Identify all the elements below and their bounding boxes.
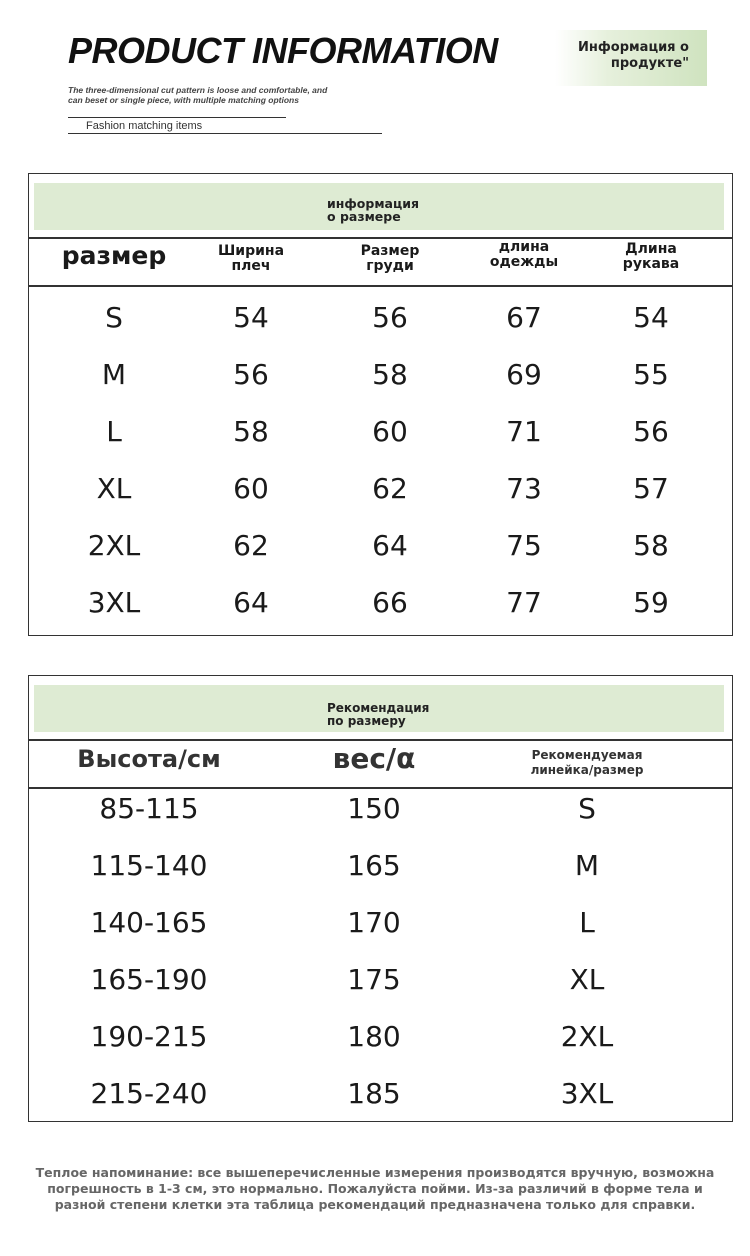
header-line: плеч bbox=[231, 258, 271, 274]
recommend-table-cell: 85-115 bbox=[99, 792, 199, 825]
col-header-length bbox=[474, 240, 574, 270]
size-table-cell: 54 bbox=[233, 301, 269, 334]
subtitle-line: can beset or single piece, with multiple matching options bbox=[68, 95, 299, 105]
size-table-cell: XL bbox=[96, 472, 132, 505]
size-table bbox=[28, 173, 733, 636]
header-line: Длина bbox=[625, 241, 677, 257]
size-table-cell: 75 bbox=[506, 529, 542, 562]
banner-line: Рекомендация bbox=[327, 701, 430, 715]
divider bbox=[68, 117, 286, 118]
badge-line: Информация о bbox=[578, 40, 689, 55]
banner-line: информация bbox=[327, 196, 420, 211]
recommend-table-cell: 170 bbox=[347, 906, 401, 939]
divider bbox=[29, 787, 732, 789]
col-header-recommended bbox=[517, 748, 657, 778]
footer-note bbox=[20, 1165, 730, 1213]
divider bbox=[29, 285, 732, 287]
size-table-cell: 64 bbox=[372, 529, 408, 562]
recommend-table-cell: 140-165 bbox=[90, 906, 208, 939]
header-line: Рекомендуемая bbox=[531, 748, 643, 762]
col-header-shoulder bbox=[201, 244, 301, 274]
recommend-table-cell: 150 bbox=[347, 792, 401, 825]
footer-line: погрешность в 1-3 см, это нормально. Пожалуйста пойми. Из-за различий в форме тела и bbox=[47, 1181, 703, 1196]
size-table-cell: 58 bbox=[233, 415, 269, 448]
banner-line: по размеру bbox=[327, 714, 406, 728]
size-table-cell: 57 bbox=[633, 472, 669, 505]
footer-line: разной степени клетки эта таблица рекомендаций предназначена только для справки. bbox=[54, 1197, 696, 1212]
size-table-cell: 62 bbox=[233, 529, 269, 562]
col-header-weight: вес/α bbox=[332, 742, 416, 775]
recommend-table-cell: L bbox=[579, 906, 595, 939]
recommend-table-cell: 2XL bbox=[560, 1020, 614, 1053]
recommend-table-cell: 3XL bbox=[560, 1077, 614, 1110]
size-table-cell: 60 bbox=[372, 415, 408, 448]
subtitle-line: The three-dimensional cut pattern is loose and comfortable, and bbox=[68, 85, 328, 95]
header-line: одежды bbox=[489, 254, 559, 270]
info-badge bbox=[555, 30, 707, 86]
footer-line: Теплое напоминание: все вышеперечисленные измерения производятся вручную, возможна bbox=[35, 1165, 715, 1180]
size-table-cell: 56 bbox=[633, 415, 669, 448]
size-table-cell: 77 bbox=[506, 586, 542, 619]
recommend-table-banner bbox=[34, 685, 724, 732]
size-table-cell: 58 bbox=[633, 529, 669, 562]
header-line: груди bbox=[366, 258, 414, 274]
size-table-cell: 67 bbox=[506, 301, 542, 334]
recommend-table-cell: S bbox=[578, 792, 596, 825]
size-table-cell: 58 bbox=[372, 358, 408, 391]
header-line: длина bbox=[498, 239, 550, 255]
size-table-cell: 56 bbox=[233, 358, 269, 391]
size-table-cell: L bbox=[106, 415, 122, 448]
recommend-table-cell: M bbox=[574, 849, 600, 882]
size-table-cell: 69 bbox=[506, 358, 542, 391]
size-table-cell: 60 bbox=[233, 472, 269, 505]
recommend-table-cell: 190-215 bbox=[90, 1020, 208, 1053]
header-line: линейка/размер bbox=[530, 763, 644, 777]
size-table-cell: 2XL bbox=[87, 529, 141, 562]
banner-line: о размере bbox=[327, 209, 401, 224]
size-table-cell: 55 bbox=[633, 358, 669, 391]
divider bbox=[29, 237, 732, 239]
size-table-cell: 59 bbox=[633, 586, 669, 619]
recommend-table-cell: 165-190 bbox=[90, 963, 208, 996]
header-line: Размер bbox=[360, 243, 420, 259]
size-table-cell: 71 bbox=[506, 415, 542, 448]
size-table-cell: 3XL bbox=[87, 586, 141, 619]
header-line: Ширина bbox=[217, 243, 285, 259]
col-header-size: размер bbox=[61, 241, 167, 270]
size-table-cell: S bbox=[105, 301, 123, 334]
page-title: PRODUCT INFORMATION bbox=[68, 30, 498, 71]
divider bbox=[29, 739, 732, 741]
recommend-table-cell: 185 bbox=[347, 1077, 401, 1110]
recommend-table-cell: 165 bbox=[347, 849, 401, 882]
size-table-cell: 56 bbox=[372, 301, 408, 334]
size-table-banner bbox=[34, 183, 724, 230]
fashion-label: Fashion matching items bbox=[86, 120, 203, 132]
col-header-chest bbox=[340, 244, 440, 274]
subtitle bbox=[68, 85, 368, 105]
recommend-table-cell: XL bbox=[569, 963, 605, 996]
size-table-cell: 54 bbox=[633, 301, 669, 334]
size-table-cell: 73 bbox=[506, 472, 542, 505]
size-table-cell: 62 bbox=[372, 472, 408, 505]
size-table-cell: 64 bbox=[233, 586, 269, 619]
size-table-cell: 66 bbox=[372, 586, 408, 619]
col-header-sleeve bbox=[601, 242, 701, 272]
recommend-table bbox=[28, 675, 733, 1122]
recommend-table-cell: 180 bbox=[347, 1020, 401, 1053]
header-line: рукава bbox=[622, 256, 680, 272]
col-header-height: Высота/см bbox=[77, 745, 221, 773]
divider bbox=[68, 133, 382, 134]
recommend-table-cell: 175 bbox=[347, 963, 401, 996]
badge-line: продукте" bbox=[610, 56, 689, 71]
recommend-table-cell: 215-240 bbox=[90, 1077, 208, 1110]
recommend-table-cell: 115-140 bbox=[90, 849, 208, 882]
size-table-cell: M bbox=[101, 358, 127, 391]
